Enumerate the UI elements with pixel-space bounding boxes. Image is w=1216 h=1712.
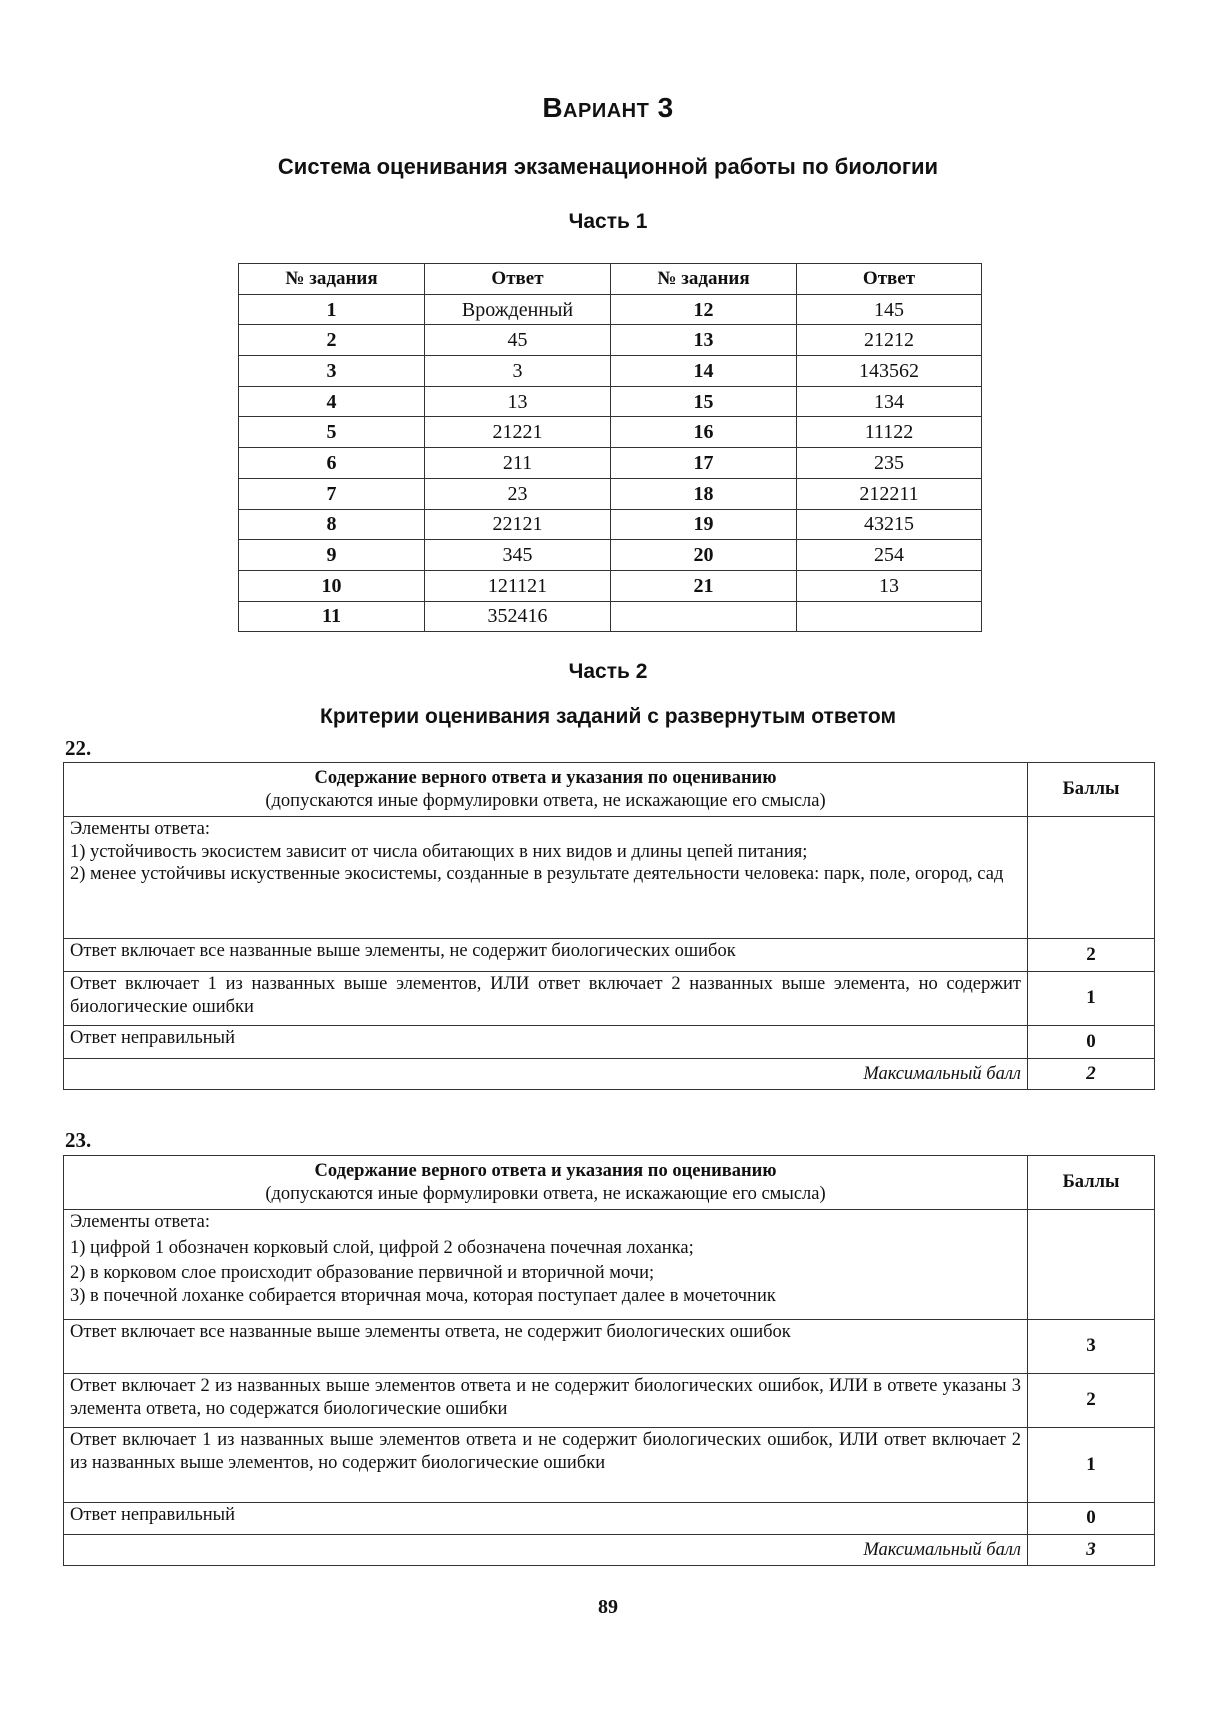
answer-elements: [64, 817, 1028, 939]
answer-cell: 212211: [797, 478, 982, 509]
task-number-cell: 19: [611, 509, 797, 540]
answer-cell: 211: [425, 448, 611, 479]
criteria-header-points: Баллы: [1028, 1156, 1155, 1210]
answers-table-row: [239, 386, 982, 417]
answers-table-header-row: [239, 264, 982, 295]
criteria-title: Критерии оценивания заданий с развернутым ответом: [320, 705, 896, 728]
task-number-cell: 17: [611, 448, 797, 479]
answer-cell: Врожденный: [425, 294, 611, 325]
task-number-cell: 21: [611, 570, 797, 601]
variant-title: Вариант 3: [542, 92, 674, 123]
criterion-text: Ответ включает все названные выше элементы ответа, не содержит биологических ошибок: [64, 1320, 1028, 1374]
answers-table-row: [239, 570, 982, 601]
criterion-text: Ответ включает 1 из названных выше элементов ответа и не содержит биологических ошибок, ИЛИ ответ включает 2 из названных выше элементов, но содержит биологические ошибки: [64, 1428, 1028, 1503]
answers-table-row: [239, 478, 982, 509]
criterion-score: 3: [1028, 1320, 1155, 1374]
answer-cell: 13: [425, 386, 611, 417]
criterion-score: 0: [1028, 1026, 1155, 1059]
task-number-cell: 16: [611, 417, 797, 448]
task-number-cell: 5: [239, 417, 425, 448]
column-header-task-number: № задания: [239, 264, 425, 295]
criterion-row: [64, 1503, 1155, 1535]
answer-element: 3) в почечной лоханке собирается вторичная моча, которая поступает далее в мочеточник: [70, 1285, 776, 1306]
column-header-task-number: № задания: [611, 264, 797, 295]
answers-table-row: [239, 417, 982, 448]
task-23-criteria-table: [63, 1155, 1155, 1566]
max-score-label: Максимальный балл: [64, 1059, 1028, 1090]
criterion-row: [64, 939, 1155, 972]
criteria-header-content: [64, 1156, 1028, 1210]
answer-elements-score-cell: [1028, 1210, 1155, 1320]
answers-table-row: [239, 601, 982, 632]
task-22-number: 22.: [65, 736, 92, 760]
criteria-header-sub: (допускаются иные формулировки ответа, не искажающие его смысла): [265, 790, 826, 811]
task-number-cell: 15: [611, 386, 797, 417]
task-number-cell: 6: [239, 448, 425, 479]
answer-element: 2) в корковом слое происходит образование первичной и вторичной мочи;: [70, 1263, 655, 1283]
criterion-text: Ответ включает 1 из названных выше элементов, ИЛИ ответ включает 2 названных выше элемента, но содержит биологические ошибки: [64, 972, 1028, 1026]
criterion-text: Ответ неправильный: [64, 1026, 1028, 1059]
criterion-row: [64, 1026, 1155, 1059]
task-22-criteria-table: [63, 762, 1155, 1090]
criteria-header-points: Баллы: [1028, 763, 1155, 817]
criterion-score: 1: [1028, 972, 1155, 1026]
answer-elements-heading: Элементы ответа:: [70, 1212, 210, 1232]
answer-cell: 3: [425, 356, 611, 387]
criterion-score: 1: [1028, 1428, 1155, 1503]
part2-title: Часть 2: [568, 660, 648, 683]
max-score-row: [64, 1059, 1155, 1090]
criterion-row: [64, 972, 1155, 1026]
answer-cell: 13: [797, 570, 982, 601]
criteria-header-row: [64, 1156, 1155, 1210]
answer-cell: 121121: [425, 570, 611, 601]
task-number-cell: 11: [239, 601, 425, 632]
answers-table-row: [239, 540, 982, 571]
part1-title: Часть 1: [568, 210, 648, 233]
answers-table-row: [239, 294, 982, 325]
answer-elements-heading: Элементы ответа:: [70, 819, 210, 839]
answer-elements-score-cell: [1028, 817, 1155, 939]
criteria-header-row: [64, 763, 1155, 817]
answer-cell: 23: [425, 478, 611, 509]
page-number: 89: [598, 1596, 618, 1618]
criterion-text: Ответ неправильный: [64, 1503, 1028, 1535]
answer-cell: 21212: [797, 325, 982, 356]
criteria-header-sub: (допускаются иные формулировки ответа, не искажающие его смысла): [265, 1183, 826, 1204]
answer-cell: [797, 601, 982, 632]
criterion-text: Ответ включает 2 из названных выше элементов ответа и не содержит биологических ошибок, ИЛИ в ответе указаны 3 элемента ответа, но содержатся биологические ошибки: [64, 1374, 1028, 1428]
task-number-cell: 8: [239, 509, 425, 540]
max-score-value: 2: [1028, 1059, 1155, 1090]
task-number-cell: 3: [239, 356, 425, 387]
answer-element: 2) менее устойчивы искуственные экосистемы, созданные в результате деятельности человека: парк, поле, огород, сад: [70, 864, 1004, 884]
criteria-header-main: Содержание верного ответа и указания по оцениванию: [314, 1161, 777, 1181]
answers-table-row: [239, 448, 982, 479]
task-number-cell: 14: [611, 356, 797, 387]
max-score-label: Максимальный балл: [64, 1535, 1028, 1566]
answer-cell: 22121: [425, 509, 611, 540]
max-score-row: [64, 1535, 1155, 1566]
task-number-cell: 10: [239, 570, 425, 601]
answer-element: 1) устойчивость экосистем зависит от числа обитающих в них видов и длины цепей питания;: [70, 841, 808, 862]
criteria-header-content: [64, 763, 1028, 817]
answer-cell: 345: [425, 540, 611, 571]
answer-cell: 43215: [797, 509, 982, 540]
task-23-number: 23.: [65, 1128, 92, 1152]
answer-elements-row: [64, 1210, 1155, 1320]
task-number-cell: 12: [611, 294, 797, 325]
answer-cell: 134: [797, 386, 982, 417]
answer-cell: 11122: [797, 417, 982, 448]
criteria-header-main: Содержание верного ответа и указания по оцениванию: [314, 768, 777, 788]
answer-cell: 21221: [425, 417, 611, 448]
criterion-row: [64, 1428, 1155, 1503]
column-header-answer: Ответ: [797, 264, 982, 295]
criterion-row: [64, 1374, 1155, 1428]
answer-elements: [64, 1210, 1028, 1320]
answers-table: [238, 263, 982, 632]
answer-cell: 143562: [797, 356, 982, 387]
answers-table-row: [239, 509, 982, 540]
task-number-cell: 1: [239, 294, 425, 325]
answer-cell: 352416: [425, 601, 611, 632]
criterion-row: [64, 1320, 1155, 1374]
task-number-cell: 2: [239, 325, 425, 356]
answers-table-row: [239, 356, 982, 387]
answer-cell: 235: [797, 448, 982, 479]
task-number-cell: 13: [611, 325, 797, 356]
criterion-score: 2: [1028, 939, 1155, 972]
task-number-cell: 20: [611, 540, 797, 571]
answer-cell: 45: [425, 325, 611, 356]
max-score-value: 3: [1028, 1535, 1155, 1566]
answer-elements-row: [64, 817, 1155, 939]
column-header-answer: Ответ: [425, 264, 611, 295]
task-number-cell: 9: [239, 540, 425, 571]
answer-cell: 145: [797, 294, 982, 325]
answers-table-row: [239, 325, 982, 356]
answer-element: 1) цифрой 1 обозначен корковый слой, цифрой 2 обозначена почечная лоханка;: [70, 1237, 694, 1258]
task-number-cell: 4: [239, 386, 425, 417]
task-number-cell: 18: [611, 478, 797, 509]
task-number-cell: 7: [239, 478, 425, 509]
answer-cell: 254: [797, 540, 982, 571]
criterion-text: Ответ включает все названные выше элементы, не содержит биологических ошибок: [64, 939, 1028, 972]
criterion-score: 2: [1028, 1374, 1155, 1428]
system-title: Система оценивания экзаменационной работы по биологии: [277, 154, 939, 179]
task-number-cell: [611, 601, 797, 632]
criterion-score: 0: [1028, 1503, 1155, 1535]
